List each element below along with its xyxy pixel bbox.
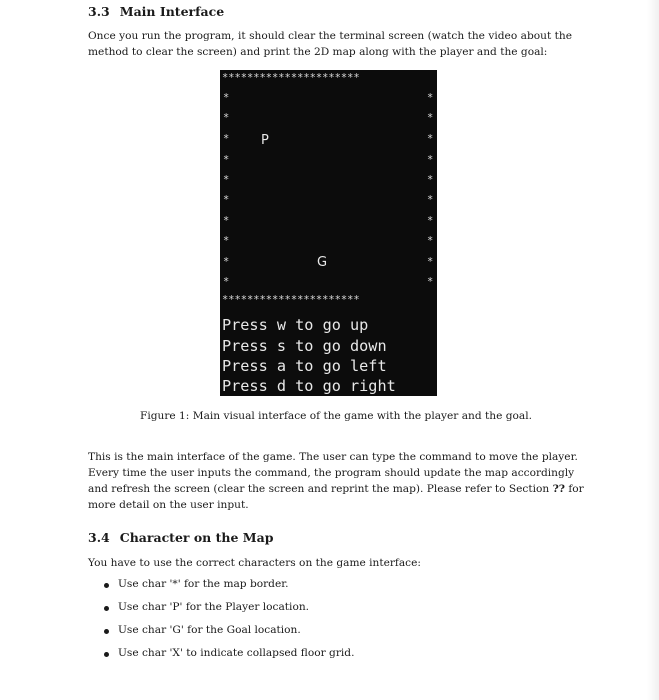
map-border-right-star: * xyxy=(427,133,434,145)
map-border-right-star: * xyxy=(427,235,434,247)
body-paragraph xyxy=(88,449,584,513)
section-reference[interactable]: ?? xyxy=(552,483,565,495)
section-3-4-number: 3.4 xyxy=(88,530,110,545)
bullet-icon xyxy=(104,652,109,657)
map-border-left-star: * xyxy=(223,133,230,145)
section-3-3-heading xyxy=(88,4,224,19)
map-border-right-star: * xyxy=(427,174,434,186)
section-3-3-title: Main Interface xyxy=(119,4,225,19)
map-border-right-star: * xyxy=(427,194,434,206)
bullet-text: Use char 'G' for the Goal location. xyxy=(118,624,301,636)
body-line-1: This is the main interface of the game. The user can type the command to move the player. xyxy=(88,451,578,463)
map-border-left-star: * xyxy=(223,194,230,206)
section-3-4-intro-line: You have to use the correct characters on the game interface: xyxy=(88,557,421,569)
section-3-4-heading xyxy=(88,530,273,545)
command-down: Press s to go down xyxy=(222,337,387,355)
intro-line-2: method to clear the screen) and print the 2D map along with the player and the goal: xyxy=(88,46,548,58)
map-border-left-star: * xyxy=(223,112,230,124)
figure-caption: Figure 1: Main visual interface of the game with the player and the goal. xyxy=(140,410,532,422)
bullet-icon xyxy=(104,606,109,611)
map-border-left-star: * xyxy=(223,235,230,247)
map-border-right-star: * xyxy=(427,154,434,166)
body-line-3 xyxy=(88,481,584,497)
body-line-2: Every time the user inputs the command, the program should update the map accordingly xyxy=(88,467,575,479)
body-line-4: more detail on the user input. xyxy=(88,499,249,511)
bullet-text: Use char 'P' for the Player location. xyxy=(118,601,310,613)
intro-line-1: Once you run the program, it should clear the terminal screen (watch the video about the xyxy=(88,30,572,42)
map-border-bottom: ********************** xyxy=(222,294,360,306)
section-3-4-intro xyxy=(88,555,572,571)
map-border-left-star: * xyxy=(223,276,230,288)
command-left: Press a to go left xyxy=(222,357,387,375)
map-border-right-star: * xyxy=(427,276,434,288)
section-3-4-title: Character on the Map xyxy=(119,530,274,545)
map-border-left-star: * xyxy=(223,215,230,227)
goal-char: G xyxy=(317,255,328,270)
map-border-left-star: * xyxy=(223,92,230,104)
command-right: Press d to go right xyxy=(222,377,396,395)
map-border-right-star: * xyxy=(427,92,434,104)
map-border-top: ********************** xyxy=(222,72,360,84)
map-border-right-star: * xyxy=(427,112,434,124)
bullet-text: Use char 'X' to indicate collapsed floor grid. xyxy=(118,647,355,659)
command-up: Press w to go up xyxy=(222,316,369,334)
bullet-text: Use char '*' for the map border. xyxy=(118,578,289,590)
map-border-left-star: * xyxy=(223,174,230,186)
bullet-icon xyxy=(104,629,109,634)
section-3-3-intro xyxy=(88,28,572,60)
map-border-right-star: * xyxy=(427,215,434,227)
player-char: P xyxy=(261,133,269,148)
map-border-left-star: * xyxy=(223,256,230,268)
body-line-3-tail: for xyxy=(565,483,584,495)
map-border-right-star: * xyxy=(427,256,434,268)
section-3-3-number: 3.3 xyxy=(88,4,110,19)
body-line-3-text: and refresh the screen (clear the screen and reprint the map). Please refer to Section xyxy=(88,483,553,495)
terminal-screenshot xyxy=(220,70,437,396)
map-border-left-star: * xyxy=(223,154,230,166)
bullet-icon xyxy=(104,583,109,588)
page-edge-shadow xyxy=(647,0,659,700)
